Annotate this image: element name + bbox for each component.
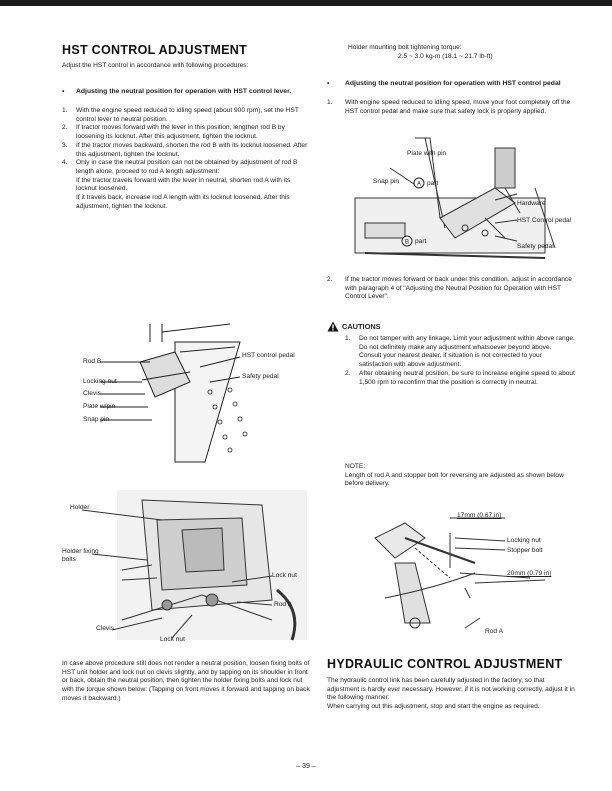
warning-icon [327, 321, 339, 332]
caution-2: 2. After obtaining neutral position, be sure to increase engine speed to about 1,500 rpm to reconfirm that the position is correctly in neutral. [345, 369, 575, 386]
figure-holder [62, 490, 314, 650]
step-4-extra-2: If it travels back, increase rod A length with its locknut loosened. After this adjustment, tighten the locknut. [76, 194, 290, 210]
pedal-drawing [80, 322, 310, 472]
label-hst-pedal-2: HST Control pedal [517, 217, 572, 224]
page-number: – 39 – [296, 763, 316, 770]
label-hardware: Hardware [517, 200, 546, 207]
lever-heading: • Adjusting the neutral position for operation with HST control lever. [62, 88, 292, 95]
label-holder: Holder [70, 504, 90, 511]
step-2: 2. If tractor moves forward with the lever in this position, lengthen rod B by loosening its locknut. After this adjustment, tighten the locknut. [62, 124, 285, 141]
note [345, 463, 575, 489]
label-b-part: part [415, 238, 427, 245]
pedal-step-1: 1. With engine speed reduced to idling speed, move your foot completely off the HST control pedal and make sure that safety lock is properly applied. [327, 99, 571, 115]
label-safety-pedal: Safety pedal [242, 373, 279, 380]
label-locking-nut-2: Locking nut [507, 537, 541, 544]
cautions-title: CAUTIONS [342, 322, 381, 331]
hst-title: HST CONTROL ADJUSTMENT [62, 43, 248, 57]
label-rod-a: Rod A [274, 601, 292, 608]
pedal-step-2: 2. If the tractor moves forward or back under this condition, adjust in accordance with paragraph 4 of "Adjusting the Neutral Position for Operation with HST Control Lever". [327, 276, 572, 301]
figure-rod-a-setting [355, 508, 575, 643]
hst-intro: Adjust the HST control in accordance with following procedures: [62, 62, 249, 69]
note-title: NOTE: [345, 463, 366, 470]
label-holder-fixing: Holder fixing bolts [62, 548, 99, 563]
label-a-part: part [427, 180, 439, 187]
hydraulic-text: The hydraulic control link has been carefully adjusted in the factory, so that adjustment is hardly ever necessary. However, if it is not working correctly, adjust it in the following manner: When carrying out this adjustment, stop and start the engine as required. [327, 677, 575, 711]
label-dim-20mm: 20mm (0.79 in) [507, 570, 552, 577]
label-snap-pin-2: Snap pin [373, 178, 400, 185]
step-3: 3. If the tractor moves backward, shorten the rod B with its locknut loosened. After this adjustment, tighten the locknut. [62, 141, 308, 158]
pedal-heading: • Adjusting the neutral position for operation with HST control pedal [327, 80, 561, 87]
label-clevis-2: Clevis [96, 625, 114, 632]
label-rod-b: Rod B [83, 358, 102, 365]
label-plate: Plate w/pin [83, 403, 116, 410]
circle-a-text: A [416, 181, 422, 188]
hydraulic-title: HYDRAULIC CONTROL ADJUSTMENT [327, 657, 563, 671]
note-text: Length of rod A and stopper bolt for reversing are adjusted as shown below before delivery. [345, 471, 564, 488]
hst-steps [62, 107, 312, 211]
cautions [327, 321, 575, 387]
label-clevis: Clevis [83, 390, 101, 397]
step-1: 1. With the engine speed reduced to idling speed (about 900 rpm), set the HST control lever to neutral position. [62, 107, 299, 123]
label-lock-nut-bottom: Lock nut [160, 636, 185, 643]
label-locking-nut: Locking nut [83, 378, 117, 385]
after-figure-text: In case above procedure still does not render a neutral position, loosen fixing bolts of HST unit holder and lock nut on clevis slightly, and by tapping on its shoulder in front or back, obtain the neutral position, then tighten the holder fixing bolts and lock nut with the torque shown below: (Tapping on front moves it forward and tapping on back moves it backward.) [62, 660, 310, 702]
figure-pedal-linkage [345, 128, 575, 268]
step-4: 4. Only in case the neutral position can not be obtained by adjustment of rod B length alone, proceed to rod A length adjustment: [62, 159, 298, 175]
top-border [0, 0, 612, 6]
label-lock-nut-right: Lock nut [272, 572, 297, 579]
label-stopper-bolt: Stopper bolt [507, 547, 543, 554]
torque-value: 2.5 ~ 3.0 kg-m (18.1 ~ 21.7 lb-ft) [398, 53, 493, 60]
caution-1: 1. Do not tamper with any linkage. Limit your adjustment within above range. Do not definitely make any adjustment whatsoever beyond above. Consult your nearest dealer, if situation is not corrected to your satisfaction with above adjustment. [345, 335, 575, 369]
circle-b-text: B [404, 239, 410, 246]
label-hst-pedal: HST control pedal [242, 352, 295, 359]
label-rod-a-2: Rod A [485, 628, 503, 635]
label-plate-pin: Plate with pin [407, 150, 447, 157]
step-4-extra-1: If the tractor travels forward with the lever in neutral, shorten rod A with its locknut loosened. [76, 176, 291, 193]
label-snap-pin: Snap pin [83, 416, 110, 423]
label-dim-17mm: 17mm (0.67 in) [457, 512, 502, 519]
label-safety-pedal-2: Safety pedal [517, 243, 554, 250]
figure-rod-b [80, 322, 310, 472]
torque-label: Holder mounting bolt tightening torque: [348, 44, 462, 51]
